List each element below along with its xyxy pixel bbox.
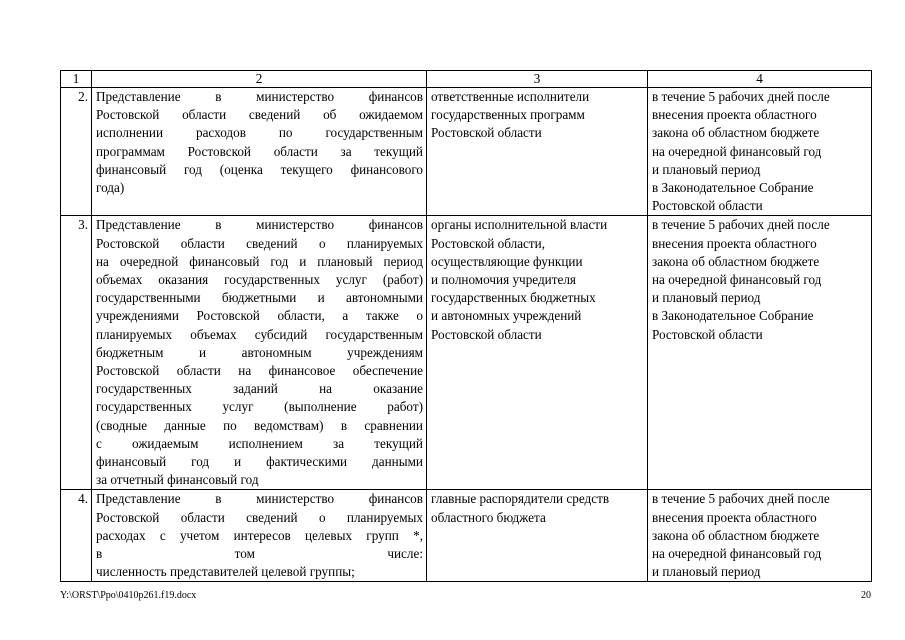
header-cell-2: 2 <box>92 71 427 88</box>
deadline-cell <box>648 88 872 216</box>
description-cell-line: государственными бюджетными и автономными <box>96 290 423 306</box>
responsible-cell-line: осуществляющие функции <box>431 253 583 269</box>
deadline-cell-line: на очередной финансовый год <box>652 143 822 159</box>
deadline-cell-line: внесения проекта областного <box>652 107 817 123</box>
deadline-cell-line: на очередной финансовый год <box>652 546 822 562</box>
description-cell-line: Ростовской области сведений об ожидаемом <box>96 107 423 123</box>
responsible-cell-line: Ростовской области <box>431 326 542 342</box>
description-cell-line: планируемых объемах субсидий государственным <box>96 326 423 342</box>
header-cell-1: 1 <box>61 71 92 88</box>
row-number: 2. <box>61 88 92 216</box>
responsible-cell-line: Ростовской области <box>431 125 542 141</box>
deadline-cell-line: и плановый период <box>652 564 761 580</box>
table-row <box>61 88 872 216</box>
responsible-cell-line: государственных бюджетных <box>431 290 596 306</box>
deadline-cell-line: закона об областном бюджете <box>652 125 820 141</box>
schedule-table <box>60 70 872 582</box>
file-path: Y:\ORST\Ppo\0410p261.f19.docx <box>60 590 197 601</box>
deadline-cell-line: в течение 5 рабочих дней после <box>652 89 830 104</box>
responsible-cell-line: Ростовской области, <box>431 235 546 251</box>
description-cell <box>92 216 427 490</box>
description-cell-line: Ростовской области на финансовое обеспечение <box>96 363 423 379</box>
header-cell-4: 4 <box>648 71 872 88</box>
description-cell-line: на очередной финансовый год и плановый период <box>96 253 423 269</box>
table-row <box>61 216 872 490</box>
description-cell-line: расходах с учетом интересов целевых групп *, <box>96 527 423 543</box>
row-number: 3. <box>61 216 92 490</box>
description-cell <box>92 490 427 582</box>
deadline-cell-line: на очередной финансовый год <box>652 272 822 288</box>
header-cell-3: 3 <box>427 71 648 88</box>
description-cell-line: Представление в министерство финансов <box>96 491 423 507</box>
deadline-cell-line: в Законодательное Собрание <box>652 308 814 324</box>
deadline-cell-line: закона об областном бюджете <box>652 253 820 269</box>
deadline-cell-line: внесения проекта областного <box>652 235 817 251</box>
responsible-cell-line: органы исполнительной власти <box>431 217 608 233</box>
description-cell-line: исполнении расходов по государственным <box>96 125 423 141</box>
row-number: 4. <box>61 490 92 582</box>
description-cell-line: Представление в министерство финансов <box>96 217 423 233</box>
responsible-cell-line: главные распорядители средств <box>431 491 610 507</box>
deadline-cell-line: внесения проекта областного <box>652 509 817 525</box>
description-cell-line: программам Ростовской области за текущий <box>96 143 423 159</box>
responsible-cell-line: и автономных учреждений <box>431 308 582 324</box>
description-cell-line: государственных заданий на оказание <box>96 381 423 397</box>
deadline-cell-line: закона об областном бюджете <box>652 527 820 543</box>
deadline-cell-line: и плановый период <box>652 161 761 177</box>
description-cell-line: года) <box>96 180 125 196</box>
description-cell-line: государственных услуг (выполнение работ) <box>96 399 423 415</box>
description-cell-line: бюджетным и автономным учреждениям <box>96 344 423 360</box>
deadline-cell <box>648 490 872 582</box>
responsible-cell-line: областного бюджета <box>431 509 546 525</box>
description-cell-line: объемах оказания государственных услуг (работ) <box>96 272 423 288</box>
responsible-cell <box>427 216 648 490</box>
responsible-cell-line: государственных программ <box>431 107 585 123</box>
description-cell-line: Ростовской области сведений о планируемых <box>96 235 423 251</box>
deadline-cell-line: Ростовской области <box>652 198 763 214</box>
responsible-cell-line: и полномочия учредителя <box>431 272 576 288</box>
description-cell-line: с ожидаемым исполнением за текущий <box>96 435 423 451</box>
table-row <box>61 490 872 582</box>
responsible-cell <box>427 490 648 582</box>
description-cell-line: учреждениями Ростовской области, а также о <box>96 308 423 324</box>
table-header-row <box>61 71 872 88</box>
deadline-cell-line: Ростовской области <box>652 326 763 342</box>
description-cell <box>92 88 427 216</box>
description-cell-line: финансовый год (оценка текущего финансового <box>96 161 423 177</box>
description-cell-line: финансовый год и фактическими данными <box>96 454 423 470</box>
deadline-cell-line: в течение 5 рабочих дней после <box>652 217 830 233</box>
description-cell-line: Ростовской области сведений о планируемых <box>96 509 423 525</box>
responsible-cell-line: ответственные исполнители <box>431 89 590 104</box>
description-cell-line: за отчетный финансовый год <box>96 472 259 488</box>
description-cell-line: численность представителей целевой группы; <box>96 564 355 580</box>
description-cell-line: (сводные данные по ведомствам) в сравнении <box>96 417 423 433</box>
page-number: 20 <box>861 590 871 601</box>
description-cell-line: в том числе: <box>96 546 423 562</box>
deadline-cell-line: в Законодательное Собрание <box>652 180 814 196</box>
description-cell-line: Представление в министерство финансов <box>96 89 423 104</box>
responsible-cell <box>427 88 648 216</box>
deadline-cell <box>648 216 872 490</box>
deadline-cell-line: в течение 5 рабочих дней после <box>652 491 830 507</box>
deadline-cell-line: и плановый период <box>652 290 761 306</box>
